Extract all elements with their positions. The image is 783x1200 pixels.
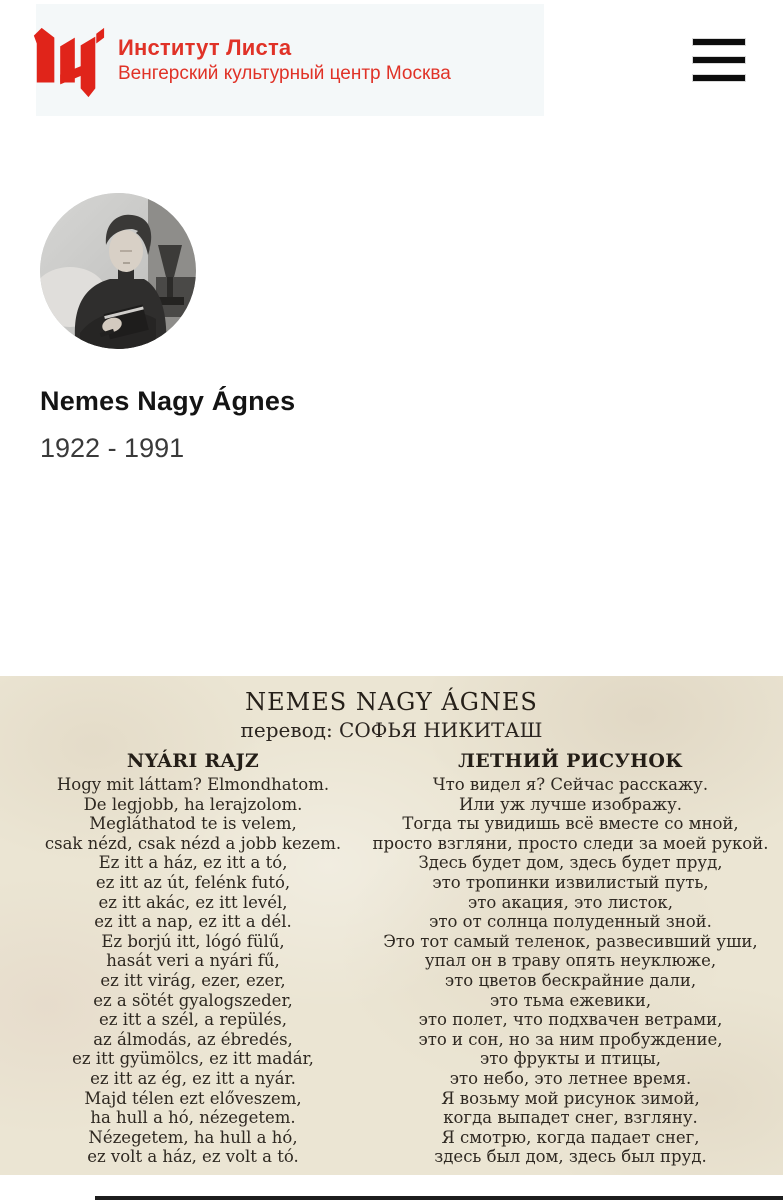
poem-line: Megláthatod te is velem, [89, 814, 297, 834]
poem-line: ha hull a hó, nézegetem. [90, 1108, 296, 1128]
poem-line: ez itt az ég, ez itt a nyár. [90, 1068, 296, 1088]
poem-line: De legjobb, ha lerajzolom. [83, 794, 303, 814]
hamburger-icon [692, 38, 746, 46]
poem-line: Hogy mit láttam? Elmondhatom. [56, 775, 330, 794]
poem-line: это акация, это листок, [468, 892, 673, 912]
person-name: Nemes Nagy Ágnes [40, 386, 296, 416]
portrait-photo [40, 193, 196, 349]
poem-line: Ez itt a ház, ez itt a tó, [98, 853, 288, 873]
poem-lines-hungarian [14, 775, 372, 1167]
poem-author-title: NEMES NAGY ÁGNES [245, 688, 538, 716]
poem-line: это от солнца полуденный зной. [429, 912, 712, 932]
poem-line: это фрукты и птицы, [480, 1049, 661, 1069]
poem-line: Или уж лучше изображу. [458, 794, 683, 814]
poem-line: Что видел я? Сейчас расскажу. [432, 775, 709, 794]
poem-line: ez itt gyümölcs, ez itt madár, [72, 1049, 314, 1069]
poem-title-hungarian: NYÁRI RAJZ [126, 750, 260, 772]
poem-line: просто взгляни, просто следи за моей рукой. [372, 833, 769, 853]
poem-line: Это тот самый теленок, развесивший уши, [383, 931, 758, 951]
poem-column-hungarian [0, 750, 372, 1167]
poem-line: ez itt a szél, a repülés, [99, 1010, 287, 1030]
poem-line: здесь был дом, здесь был пруд. [434, 1147, 707, 1167]
poem-line: Здесь будет дом, здесь будет пруд, [418, 853, 723, 873]
poem-line: ez itt az út, felénk futó, [95, 872, 291, 892]
poem-line: ez volt a ház, ez volt a tó. [87, 1147, 299, 1167]
poem-line: это цветов бескрайние дали, [444, 970, 697, 990]
poem-columns [0, 750, 783, 1167]
poem-line: az álmodás, az ébredés, [93, 1029, 293, 1049]
poem-line: Nézegetem, ha hull a hó, [88, 1127, 298, 1147]
poem-line: ez a sötét gyalogszeder, [93, 990, 293, 1010]
poem-line: когда выпадет снег, взгляну. [443, 1108, 698, 1128]
logo-text [118, 34, 451, 86]
poem-line: это полет, что подхвачен ветрами, [418, 1010, 723, 1030]
poem-line: это тьма ежевики, [489, 990, 652, 1010]
poem-line: Я возьму мой рисунок зимой, [441, 1088, 700, 1108]
person-years: 1922 - 1991 [40, 433, 185, 463]
poem-line: ez itt akác, ez itt levél, [98, 892, 288, 912]
poem-title-russian: ЛЕТНИЙ РИСУНОК [458, 750, 683, 772]
translation-credit: перевод: СОФЬЯ НИКИТАШ [240, 718, 543, 742]
poem-line: Ez borjú itt, lógó fülű, [101, 931, 285, 951]
poem-line: это тропинки извилистый путь, [432, 872, 709, 892]
menu-button[interactable] [692, 38, 746, 82]
poem-line: это небо, это летнее время. [449, 1068, 692, 1088]
site-logo-link[interactable] [28, 22, 451, 98]
poem-line: Тогда ты увидишь всё вместе со мной, [402, 814, 739, 834]
hamburger-icon [692, 74, 746, 82]
poem-sheet [0, 676, 783, 1175]
poem-line: упал он в траву опять неуклюже, [424, 951, 717, 971]
poem-line: Я смотрю, когда падает снег, [441, 1127, 700, 1147]
next-section-divider [95, 1196, 783, 1200]
logo-title: Институт Листа [118, 35, 292, 60]
poem-line: ez itt a nap, ez itt a dél. [94, 912, 292, 932]
logo-subtitle: Венгерский культурный центр Москва [118, 63, 451, 84]
poem-line: hasát veri a nyári fű, [106, 951, 280, 971]
poem-line: ez itt virág, ezer, ezer, [100, 970, 286, 990]
poem-line: это и сон, но за ним пробуждение, [418, 1029, 723, 1049]
poem-line: csak nézd, csak nézd a jobb kezem. [44, 833, 342, 853]
poem-lines-russian [372, 775, 769, 1167]
poem-line: Majd télen ezt előveszem, [84, 1088, 302, 1108]
poem-column-russian [372, 750, 769, 1167]
liszt-institute-logo-icon [28, 22, 108, 98]
hamburger-icon [692, 56, 746, 64]
